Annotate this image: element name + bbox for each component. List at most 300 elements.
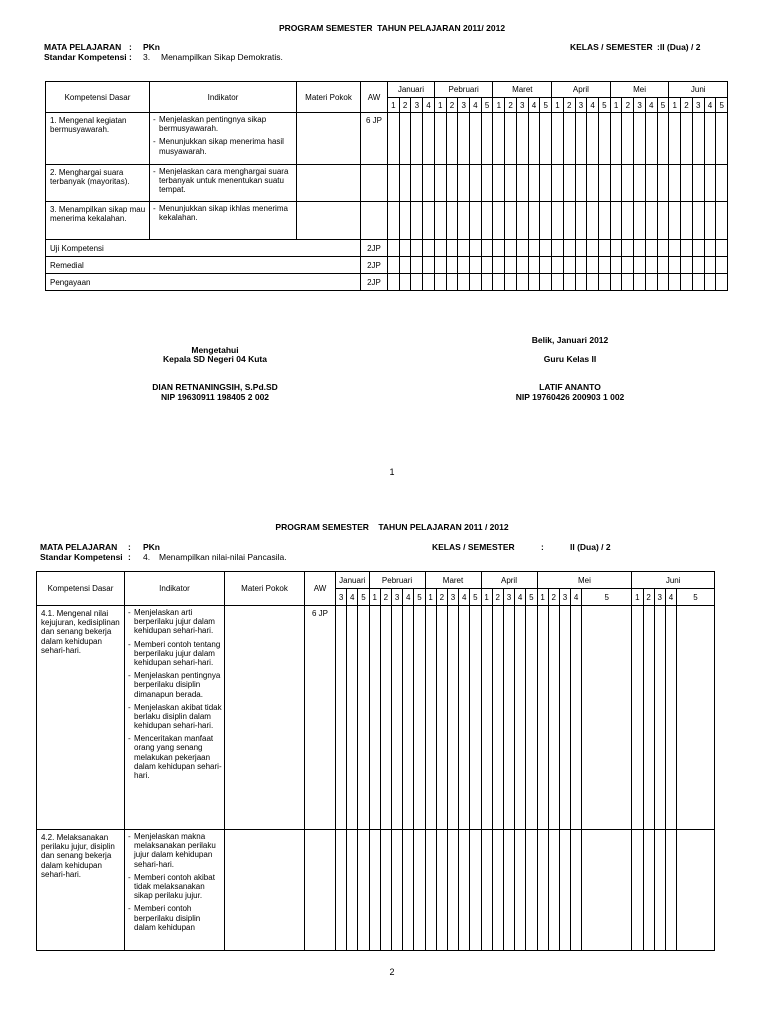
schedule-cell bbox=[358, 606, 369, 830]
header-month: Juni bbox=[669, 82, 728, 98]
schedule-cell bbox=[645, 274, 657, 291]
schedule-cell bbox=[411, 240, 423, 257]
schedule-cell bbox=[425, 830, 436, 951]
week-number-cell: 2 bbox=[681, 98, 693, 113]
schedule-cell bbox=[526, 606, 537, 830]
mata-pelajaran-label: MATA PELAJARAN bbox=[44, 42, 122, 52]
schedule-cell bbox=[481, 274, 493, 291]
schedule-cell bbox=[610, 240, 622, 257]
schedule-cell bbox=[610, 257, 622, 274]
schedule-cell bbox=[552, 165, 564, 202]
schedule-cell bbox=[669, 240, 681, 257]
kompetensi-dasar-cell: 1. Mengenal kegiatan bermusyawarah. bbox=[46, 113, 150, 165]
schedule-cell bbox=[704, 113, 716, 165]
schedule-cell bbox=[388, 240, 400, 257]
schedule-cell bbox=[552, 240, 564, 257]
schedule-cell bbox=[411, 257, 423, 274]
week-number-cell: 4 bbox=[571, 589, 582, 606]
schedule-cell bbox=[657, 202, 669, 240]
week-number-cell: 2 bbox=[492, 589, 503, 606]
kelas-semester-sep: : bbox=[541, 542, 544, 552]
week-number-cell: 5 bbox=[598, 98, 610, 113]
schedule-cell bbox=[540, 257, 552, 274]
schedule-cell bbox=[414, 830, 425, 951]
aw-cell: 6 JP bbox=[361, 113, 388, 165]
summary-aw: 2JP bbox=[361, 274, 388, 291]
schedule-cell bbox=[632, 606, 643, 830]
schedule-cell bbox=[458, 257, 470, 274]
week-number-cell: 5 bbox=[526, 589, 537, 606]
kelas-semester-value: II (Dua) / 2 bbox=[570, 542, 611, 552]
schedule-cell bbox=[493, 274, 505, 291]
kepala-sekolah-title: Kepala SD Negeri 04 Kuta bbox=[163, 354, 267, 364]
schedule-cell bbox=[575, 165, 587, 202]
schedule-cell bbox=[548, 830, 559, 951]
standar-kompetensi-sep: : bbox=[129, 52, 132, 62]
week-number-cell: 4 bbox=[403, 589, 414, 606]
schedule-cell bbox=[503, 830, 514, 951]
schedule-cell bbox=[681, 274, 693, 291]
week-number-cell: 1 bbox=[434, 98, 446, 113]
schedule-cell bbox=[369, 830, 380, 951]
schedule-cell bbox=[388, 202, 400, 240]
schedule-cell bbox=[598, 257, 610, 274]
schedule-cell bbox=[559, 606, 570, 830]
schedule-cell bbox=[434, 257, 446, 274]
schedule-cell bbox=[610, 113, 622, 165]
schedule-cell bbox=[505, 240, 517, 257]
schedule-cell bbox=[492, 830, 503, 951]
schedule-cell bbox=[681, 202, 693, 240]
schedule-cell bbox=[434, 202, 446, 240]
schedule-cell bbox=[399, 165, 411, 202]
schedule-cell bbox=[654, 830, 665, 951]
schedule-cell bbox=[470, 165, 482, 202]
schedule-cell bbox=[704, 274, 716, 291]
week-number-cell: 4 bbox=[645, 98, 657, 113]
schedule-cell bbox=[411, 274, 423, 291]
schedule-cell bbox=[692, 257, 704, 274]
schedule-cell bbox=[434, 113, 446, 165]
schedule-cell bbox=[493, 240, 505, 257]
header-month: Maret bbox=[425, 572, 481, 589]
kepala-sekolah-name: DIAN RETNANINGSIH, S.Pd.SD bbox=[152, 382, 278, 392]
week-number-cell: 3 bbox=[447, 589, 458, 606]
kelas-semester-label: KELAS / SEMESTER bbox=[432, 542, 515, 552]
week-number-cell: 3 bbox=[516, 98, 528, 113]
week-number-cell: 5 bbox=[481, 98, 493, 113]
indikator-item: - Menjelaskan pentingnya berperilaku disiplin dimanapun berada. bbox=[128, 671, 221, 699]
week-number-cell: 3 bbox=[559, 589, 570, 606]
header-month: Pebruari bbox=[434, 82, 493, 98]
schedule-cell bbox=[610, 274, 622, 291]
week-number-cell: 4 bbox=[665, 589, 676, 606]
schedule-cell bbox=[645, 240, 657, 257]
week-number-cell: 3 bbox=[336, 589, 347, 606]
week-number-cell: 1 bbox=[425, 589, 436, 606]
schedule-cell bbox=[598, 113, 610, 165]
aw-cell bbox=[361, 165, 388, 202]
indikator-item: - Menunjukkan sikap ikhlas menerima kekalahan. bbox=[153, 204, 288, 223]
schedule-cell bbox=[552, 202, 564, 240]
week-number-cell: 1 bbox=[493, 98, 505, 113]
schedule-cell bbox=[526, 830, 537, 951]
schedule-cell bbox=[657, 240, 669, 257]
schedule-cell bbox=[436, 606, 447, 830]
schedule-cell bbox=[587, 165, 599, 202]
indikator-item: - Menunjukkan sikap menerima hasil musyawarah. bbox=[153, 137, 284, 156]
schedule-cell bbox=[692, 113, 704, 165]
week-number-cell: 2 bbox=[380, 589, 391, 606]
kelas-semester-label: KELAS / SEMESTER bbox=[570, 42, 653, 52]
schedule-cell bbox=[423, 113, 435, 165]
week-number-cell: 2 bbox=[446, 98, 458, 113]
schedule-cell bbox=[423, 274, 435, 291]
week-number-cell: 3 bbox=[391, 589, 402, 606]
schedule-cell bbox=[458, 202, 470, 240]
schedule-cell bbox=[459, 606, 470, 830]
schedule-cell bbox=[540, 165, 552, 202]
header-month: April bbox=[481, 572, 537, 589]
week-number-cell: 4 bbox=[423, 98, 435, 113]
indikator-item: - Menjelaskan pentingnya sikap bermusyawarah. bbox=[153, 115, 267, 134]
schedule-cell bbox=[481, 257, 493, 274]
schedule-cell bbox=[622, 274, 634, 291]
schedule-cell bbox=[470, 113, 482, 165]
schedule-cell bbox=[391, 606, 402, 830]
schedule-cell bbox=[481, 830, 492, 951]
schedule-cell bbox=[552, 274, 564, 291]
schedule-cell bbox=[645, 202, 657, 240]
schedule-cell bbox=[657, 165, 669, 202]
schedule-cell bbox=[446, 202, 458, 240]
mata-pelajaran-value: PKn bbox=[143, 42, 160, 52]
week-number-cell: 2 bbox=[563, 98, 575, 113]
schedule-cell bbox=[458, 240, 470, 257]
summary-aw: 2JP bbox=[361, 240, 388, 257]
schedule-cell bbox=[716, 240, 728, 257]
schedule-cell bbox=[622, 257, 634, 274]
guru-kelas-nip: NIP 19760426 200903 1 002 bbox=[515, 392, 625, 402]
schedule-cell bbox=[571, 830, 582, 951]
kompetensi-dasar-cell: 3. Menampilkan sikap mau menerima kekalahan. bbox=[46, 202, 150, 240]
program-table-1 bbox=[45, 81, 728, 291]
schedule-cell bbox=[716, 113, 728, 165]
schedule-cell bbox=[434, 240, 446, 257]
schedule-cell bbox=[481, 240, 493, 257]
week-number-cell: 1 bbox=[537, 589, 548, 606]
guru-kelas-name: LATIF ANANTO bbox=[539, 382, 601, 392]
week-number-cell: 1 bbox=[552, 98, 564, 113]
schedule-cell bbox=[548, 606, 559, 830]
kompetensi-dasar-cell: 2. Menghargai suara terbanyak (mayoritas). bbox=[46, 165, 150, 202]
kepala-sekolah-nip: NIP 19630911 198405 2 002 bbox=[160, 392, 270, 402]
schedule-cell bbox=[657, 274, 669, 291]
schedule-cell bbox=[505, 113, 517, 165]
schedule-cell bbox=[446, 257, 458, 274]
schedule-cell bbox=[571, 606, 582, 830]
schedule-cell bbox=[563, 257, 575, 274]
indikator-cell bbox=[150, 165, 297, 202]
schedule-cell bbox=[540, 240, 552, 257]
header-materi-pokok: Materi Pokok bbox=[225, 572, 305, 606]
schedule-cell bbox=[665, 830, 676, 951]
aw-cell bbox=[361, 202, 388, 240]
schedule-cell bbox=[563, 274, 575, 291]
schedule-cell bbox=[515, 606, 526, 830]
week-number-cell: 5 bbox=[657, 98, 669, 113]
schedule-cell bbox=[516, 202, 528, 240]
header-kompetensi-dasar: Kompetensi Dasar bbox=[37, 572, 125, 606]
schedule-cell bbox=[634, 165, 646, 202]
schedule-cell bbox=[575, 202, 587, 240]
schedule-cell bbox=[380, 606, 391, 830]
schedule-cell bbox=[516, 257, 528, 274]
schedule-cell bbox=[634, 257, 646, 274]
schedule-cell bbox=[528, 274, 540, 291]
standar-kompetensi-value: Menampilkan Sikap Demokratis. bbox=[161, 52, 283, 62]
schedule-cell bbox=[423, 257, 435, 274]
schedule-cell bbox=[563, 202, 575, 240]
schedule-cell bbox=[505, 165, 517, 202]
schedule-cell bbox=[643, 830, 654, 951]
header-aw: AW bbox=[305, 572, 336, 606]
mata-pelajaran-value: PKn bbox=[143, 542, 160, 552]
week-number-cell: 5 bbox=[582, 589, 632, 606]
summary-aw: 2JP bbox=[361, 257, 388, 274]
schedule-cell bbox=[716, 257, 728, 274]
schedule-cell bbox=[388, 274, 400, 291]
indikator-cell bbox=[125, 830, 225, 951]
schedule-cell bbox=[411, 165, 423, 202]
schedule-cell bbox=[493, 257, 505, 274]
header-month: Juni bbox=[632, 572, 715, 589]
week-number-cell: 4 bbox=[587, 98, 599, 113]
schedule-cell bbox=[598, 240, 610, 257]
week-number-cell: 4 bbox=[704, 98, 716, 113]
header-month: Januari bbox=[388, 82, 435, 98]
mata-pelajaran-label: MATA PELAJARAN bbox=[40, 542, 118, 552]
materi-pokok-cell bbox=[297, 165, 361, 202]
schedule-cell bbox=[677, 606, 715, 830]
schedule-cell bbox=[552, 257, 564, 274]
week-number-cell: 3 bbox=[634, 98, 646, 113]
schedule-cell bbox=[598, 165, 610, 202]
schedule-cell bbox=[669, 165, 681, 202]
schedule-cell bbox=[669, 257, 681, 274]
indikator-item: - Menjelaskan cara menghargai suara terbanyak untuk menentukan suatu tempat. bbox=[153, 167, 289, 195]
indikator-item: - Memberi contoh akibat tidak melaksanakan sikap perilaku jujur. bbox=[128, 872, 215, 901]
schedule-cell bbox=[537, 606, 548, 830]
indikator-cell bbox=[150, 113, 297, 165]
schedule-cell bbox=[516, 165, 528, 202]
schedule-cell bbox=[505, 202, 517, 240]
week-number-cell: 5 bbox=[540, 98, 552, 113]
schedule-cell bbox=[598, 202, 610, 240]
week-number-cell: 1 bbox=[632, 589, 643, 606]
schedule-cell bbox=[470, 830, 481, 951]
schedule-cell bbox=[681, 165, 693, 202]
indikator-item: - Memberi contoh tentang berperilaku jujur dalam kehidupan sehari-hari. bbox=[128, 639, 221, 667]
standar-kompetensi-number: 4. bbox=[143, 552, 151, 562]
schedule-cell bbox=[540, 113, 552, 165]
materi-pokok-cell bbox=[225, 606, 305, 830]
indikator-item: - Memberi contoh berperilaku disiplin dalam kehidupan bbox=[128, 904, 201, 932]
week-number-cell: 1 bbox=[388, 98, 400, 113]
week-number-cell: 4 bbox=[528, 98, 540, 113]
schedule-cell bbox=[582, 606, 632, 830]
schedule-cell bbox=[481, 165, 493, 202]
schedule-cell bbox=[575, 274, 587, 291]
week-number-cell: 4 bbox=[347, 589, 358, 606]
schedule-cell bbox=[645, 257, 657, 274]
week-number-cell: 5 bbox=[358, 589, 369, 606]
program-table-2 bbox=[36, 571, 715, 951]
week-number-cell: 4 bbox=[515, 589, 526, 606]
schedule-cell bbox=[528, 202, 540, 240]
indikator-item: - Menjelaskan makna melaksanakan perilaku jujur dalam kehidupan sehari-hari. bbox=[128, 832, 216, 869]
schedule-cell bbox=[716, 165, 728, 202]
indikator-item: - Menjelaskan akibat tidak berlaku disiplin dalam kehidupan sehari-hari. bbox=[128, 702, 222, 731]
schedule-cell bbox=[446, 113, 458, 165]
schedule-cell bbox=[622, 240, 634, 257]
schedule-cell bbox=[645, 165, 657, 202]
schedule-cell bbox=[716, 274, 728, 291]
schedule-cell bbox=[369, 606, 380, 830]
schedule-cell bbox=[634, 113, 646, 165]
schedule-cell bbox=[423, 165, 435, 202]
schedule-cell bbox=[681, 113, 693, 165]
week-number-cell: 2 bbox=[622, 98, 634, 113]
schedule-cell bbox=[391, 830, 402, 951]
schedule-cell bbox=[704, 257, 716, 274]
schedule-cell bbox=[669, 202, 681, 240]
schedule-cell bbox=[587, 202, 599, 240]
schedule-cell bbox=[434, 165, 446, 202]
schedule-cell bbox=[411, 113, 423, 165]
mata-pelajaran-sep: : bbox=[129, 42, 132, 52]
schedule-cell bbox=[681, 240, 693, 257]
page-number: 1 bbox=[389, 467, 395, 477]
schedule-cell bbox=[347, 606, 358, 830]
schedule-cell bbox=[634, 202, 646, 240]
schedule-cell bbox=[411, 202, 423, 240]
schedule-cell bbox=[654, 606, 665, 830]
schedule-cell bbox=[587, 274, 599, 291]
schedule-cell bbox=[446, 240, 458, 257]
schedule-cell bbox=[622, 165, 634, 202]
materi-pokok-cell bbox=[297, 113, 361, 165]
schedule-cell bbox=[447, 606, 458, 830]
schedule-cell bbox=[587, 257, 599, 274]
week-number-cell: 1 bbox=[369, 589, 380, 606]
schedule-cell bbox=[470, 606, 481, 830]
page-number: 2 bbox=[389, 967, 395, 977]
schedule-cell bbox=[610, 202, 622, 240]
schedule-cell bbox=[528, 165, 540, 202]
schedule-cell bbox=[634, 240, 646, 257]
week-number-cell: 2 bbox=[436, 589, 447, 606]
schedule-cell bbox=[622, 202, 634, 240]
schedule-cell bbox=[458, 274, 470, 291]
guru-kelas-title: Guru Kelas II bbox=[543, 354, 597, 364]
standar-kompetensi-sep: : bbox=[128, 552, 131, 562]
mata-pelajaran-sep: : bbox=[128, 542, 131, 552]
schedule-cell bbox=[423, 202, 435, 240]
week-number-cell: 3 bbox=[692, 98, 704, 113]
schedule-cell bbox=[446, 165, 458, 202]
schedule-cell bbox=[358, 830, 369, 951]
schedule-cell bbox=[493, 202, 505, 240]
schedule-cell bbox=[610, 165, 622, 202]
schedule-cell bbox=[598, 274, 610, 291]
schedule-cell bbox=[575, 113, 587, 165]
header-kompetensi-dasar: Kompetensi Dasar bbox=[46, 82, 150, 113]
schedule-cell bbox=[634, 274, 646, 291]
schedule-cell bbox=[388, 113, 400, 165]
schedule-cell bbox=[643, 606, 654, 830]
schedule-cell bbox=[540, 274, 552, 291]
schedule-cell bbox=[692, 202, 704, 240]
schedule-cell bbox=[559, 830, 570, 951]
header-month: April bbox=[552, 82, 611, 98]
materi-pokok-cell bbox=[297, 202, 361, 240]
schedule-cell bbox=[563, 240, 575, 257]
indikator-item: - Menceritakan manfaat orang yang senang melakukan pekerjaan dalam kehidupan sehari-hari. bbox=[128, 734, 222, 780]
schedule-cell bbox=[575, 240, 587, 257]
week-number-cell: 4 bbox=[459, 589, 470, 606]
header-month: Mei bbox=[537, 572, 632, 589]
week-number-cell: 3 bbox=[411, 98, 423, 113]
indikator-item: - Menjelaskan arti berperilaku jujur dalam kehidupan sehari-hari. bbox=[128, 608, 215, 636]
schedule-cell bbox=[470, 202, 482, 240]
schedule-cell bbox=[692, 274, 704, 291]
schedule-cell bbox=[587, 113, 599, 165]
header-indikator: Indikator bbox=[150, 82, 297, 113]
week-number-cell: 2 bbox=[643, 589, 654, 606]
header-month: Mei bbox=[610, 82, 669, 98]
standar-kompetensi-label: Standar Kompetensi bbox=[44, 52, 127, 62]
schedule-cell bbox=[336, 830, 347, 951]
schedule-cell bbox=[704, 240, 716, 257]
schedule-cell bbox=[516, 113, 528, 165]
schedule-cell bbox=[704, 165, 716, 202]
schedule-cell bbox=[493, 165, 505, 202]
standar-kompetensi-number: 3. bbox=[143, 52, 151, 62]
schedule-cell bbox=[681, 257, 693, 274]
summary-label: Remedial bbox=[46, 257, 361, 274]
mengetahui-label: Mengetahui bbox=[191, 345, 239, 355]
schedule-cell bbox=[493, 113, 505, 165]
schedule-cell bbox=[516, 240, 528, 257]
schedule-cell bbox=[447, 830, 458, 951]
schedule-cell bbox=[704, 202, 716, 240]
summary-label: Uji Kompetensi bbox=[46, 240, 361, 257]
schedule-cell bbox=[347, 830, 358, 951]
schedule-cell bbox=[516, 274, 528, 291]
schedule-cell bbox=[399, 274, 411, 291]
materi-pokok-cell bbox=[225, 830, 305, 951]
schedule-cell bbox=[470, 240, 482, 257]
schedule-cell bbox=[563, 113, 575, 165]
standar-kompetensi-label: Standar Kompetensi bbox=[40, 552, 123, 562]
summary-label: Pengayaan bbox=[46, 274, 361, 291]
page2-title: PROGRAM SEMESTER TAHUN PELAJARAN 2011 / 2012 bbox=[275, 522, 509, 532]
schedule-cell bbox=[423, 240, 435, 257]
schedule-cell bbox=[399, 202, 411, 240]
indikator-cell bbox=[125, 606, 225, 830]
schedule-cell bbox=[552, 113, 564, 165]
